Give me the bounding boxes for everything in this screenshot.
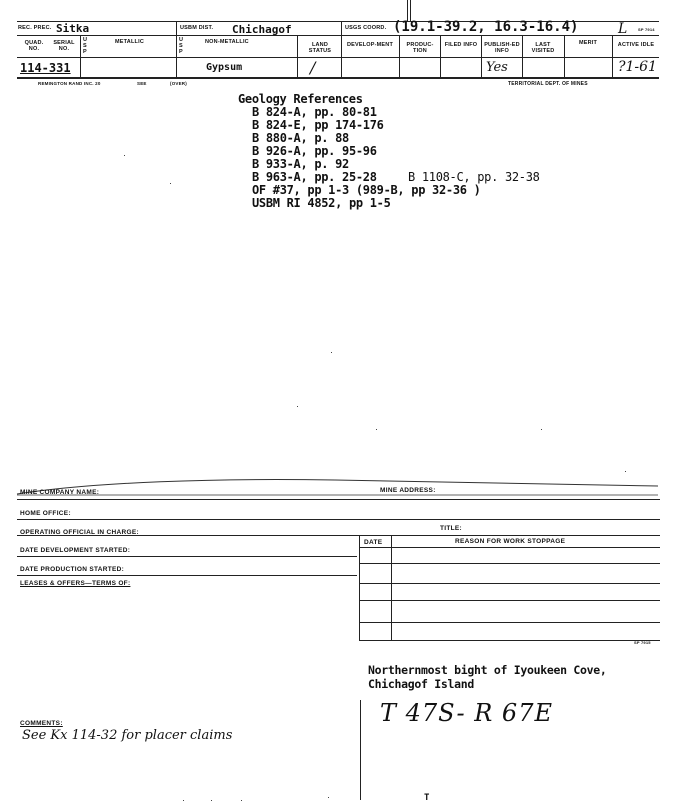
lower-divider [360,700,361,800]
comments-value: See Kx 114-32 for placer claims [22,728,233,743]
col-sep [341,21,342,77]
speck [211,800,212,801]
speck [331,352,332,353]
township-range: T 47S- R 67E [380,699,553,727]
speck [328,797,329,798]
date-column-header: DATE [364,539,383,546]
table-col-sep [391,535,392,640]
col-production: PRODUC-TION [406,42,434,54]
date-production-label: DATE PRODUCTION STARTED: [20,566,125,573]
rule [17,575,357,576]
speck [124,155,125,156]
reference-item: B 824-A, pp. 80-81 [252,105,377,119]
back-form-number: SP 7915 [634,640,651,645]
header-row-rule [17,57,659,58]
col-last-visited: LAST VISITED [531,42,555,54]
speck [183,800,184,801]
reference-item: B 933-A, p. 92 [252,157,349,171]
col-sep [80,35,81,77]
rule [17,556,357,557]
comments-label: COMMENTS: [20,720,63,727]
speck [241,800,242,801]
reference-item: USBM RI 4852, pp 1-5 [252,196,391,210]
col-sep [297,35,298,77]
speck [297,406,298,407]
table-left-border [359,535,360,640]
col-land-status: LAND STATUS [308,42,332,54]
header-bottom-rule [17,77,659,79]
col-sep [612,35,613,77]
location-line-2: Chichagof Island [368,677,474,691]
printer-credit: REMINGTON RAND INC. 20 [38,81,101,86]
col-sep [522,35,523,77]
rule [359,547,660,548]
mine-company-name-label: MINE COMPANY NAME: [20,489,100,496]
col-sep [176,21,177,77]
speck [541,429,542,430]
rule [359,640,660,641]
usbm-dist-value: Chichagof [232,23,292,36]
rule [17,519,660,520]
col-usp-b: U S P [179,37,184,55]
col-sep [440,35,441,77]
corner-mark: L [618,21,628,37]
reference-item: B 926-A, pp. 95-96 [252,144,377,158]
rule [359,563,660,564]
reason-column-header: REASON FOR WORK STOPPAGE [455,538,566,545]
rec-prec-label: REC. PREC. [18,25,52,31]
references-heading: Geology References [238,92,363,106]
col-active-idle: ACTIVE IDLE [617,42,655,48]
col-metallic: METALLIC [115,39,144,45]
operating-official-label: OPERATING OFFICIAL IN CHARGE: [20,529,139,536]
binder-mark [407,0,408,21]
rule [359,622,660,623]
leases-label: LEASES & OFFERS—TERMS OF: [20,580,131,587]
location-line-1: Northernmost bight of Iyoukeen Cove, [368,663,607,677]
col-quad-no: QUAD. NO. [24,40,44,52]
reference-item: B 880-A, p. 88 [252,131,349,145]
speck [170,183,171,184]
col-filed-info: FILED INFO [444,42,478,48]
col-published-info: PUBLISH-ED INFO [484,42,520,54]
title-label: TITLE: [440,525,463,532]
col-development: DEVELOP-MENT [346,42,394,48]
rule [17,499,660,500]
non-metallic-value: Gypsum [206,62,243,73]
rule [359,600,660,601]
department-name: TERRITORIAL DEPT. OF MINES [508,81,588,87]
reference-item: B 963-A, pp. 25-28 [252,170,377,184]
rule [359,583,660,584]
col-merit: MERIT [578,40,598,46]
mine-address-label: MINE ADDRESS: [380,487,436,494]
rule [17,535,660,536]
reference-extra: B 1108-C, pp. 32-38 [408,170,540,184]
col-sep [399,35,400,77]
usgs-coord-label: USGS COORD. [345,25,387,31]
rec-prec-value: Sitka [56,22,90,35]
quad-serial-value: 114-331 [20,61,71,75]
col-non-metallic: NON-METALLIC [205,39,249,45]
col-serial-no: SERIAL NO. [53,40,75,52]
land-status-value: / [310,58,316,77]
usbm-dist-label: USBM DIST. [180,25,214,31]
date-development-label: DATE DEVELOPMENT STARTED: [20,547,131,554]
speck [625,471,626,472]
reference-item: B 824-E, pp 174-176 [252,118,384,132]
usgs-coord-value: (19.1-39.2, 16.3-16.4) [393,19,579,35]
over-note: (OVER) [170,81,187,86]
reference-item: OF #37, pp 1-3 (989-B, pp 32-36 ) [252,183,481,197]
form-number: SP 7914 [638,27,655,32]
home-office-label: HOME OFFICE: [20,510,71,517]
active-idle-value: ?1-61 [618,59,657,75]
see-note: SEE [137,81,147,86]
col-sep [564,35,565,77]
published-info-value: Yes [486,60,508,75]
col-usp-a: U S P [83,37,88,55]
bottom-mark: T [424,793,430,803]
binder-mark [410,0,411,21]
col-sep [481,35,482,77]
header-mid-rule [17,35,659,36]
speck [376,429,377,430]
card-edge [15,474,660,496]
